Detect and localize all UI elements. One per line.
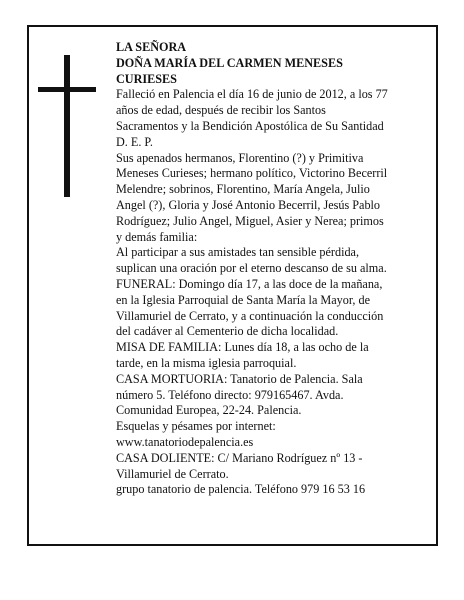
online-condolences: Esquelas y pésames por internet: www.tanatoriodepalencia.es bbox=[116, 419, 276, 449]
cross-icon-vertical-bar bbox=[64, 55, 70, 197]
funeral-home-details: CASA MORTUORIA: Tanatorio de Palencia. Sala número 5. Teléfono directo: 979165467. Avda. Comunidad Europea, 22-24. Palencia. bbox=[116, 371, 363, 418]
provider-contact: grupo tanatorio de palencia. Teléfono 979 16 53 16 bbox=[116, 482, 366, 497]
obituary-content bbox=[116, 40, 416, 498]
death-notice: Falleció en Palencia el día 16 de junio de 2012, a los 77 años de edad, después de recibir los Santos Sacramentos y la Bendición Apostólica de Su Santidad D. E. P. bbox=[116, 87, 388, 149]
honorific-title: LA SEÑORA bbox=[116, 40, 187, 54]
family-list: Sus apenados hermanos, Florentino (?) y Primitiva Meneses Curieses; hermano político, Victorino Becerril Melendre; sobrinos, Florentino, María Angela, Julio Angel (?), Gloria y José Antonio Becerril, Jesús Pablo Rodríguez; Julio Angel, Miguel, Asier y Nerea; primos y demás familia: bbox=[116, 150, 388, 244]
mourning-house-address: CASA DOLIENTE: C/ Mariano Rodríguez nº 13 - Villamuriel de Cerrato. bbox=[116, 450, 363, 481]
cross-icon-horizontal-bar bbox=[38, 87, 96, 92]
prayer-request: Al participar a sus amistades tan sensible pérdida, suplican una oración por el eterno descanso de su alma. bbox=[116, 245, 387, 276]
deceased-name: DOÑA MARÍA DEL CARMEN MENESES CURIESES bbox=[116, 55, 343, 86]
funeral-details: FUNERAL: Domingo día 17, a las doce de la mañana, en la Iglesia Parroquial de Santa María la Mayor, de Villamuriel de Cerrato, y a continuación la conducción del cadáver al Cementerio de dicha localidad. bbox=[116, 276, 384, 339]
family-mass-details: MISA DE FAMILIA: Lunes día 18, a las ocho de la tarde, en la misma iglesia parroquial. bbox=[116, 340, 369, 370]
